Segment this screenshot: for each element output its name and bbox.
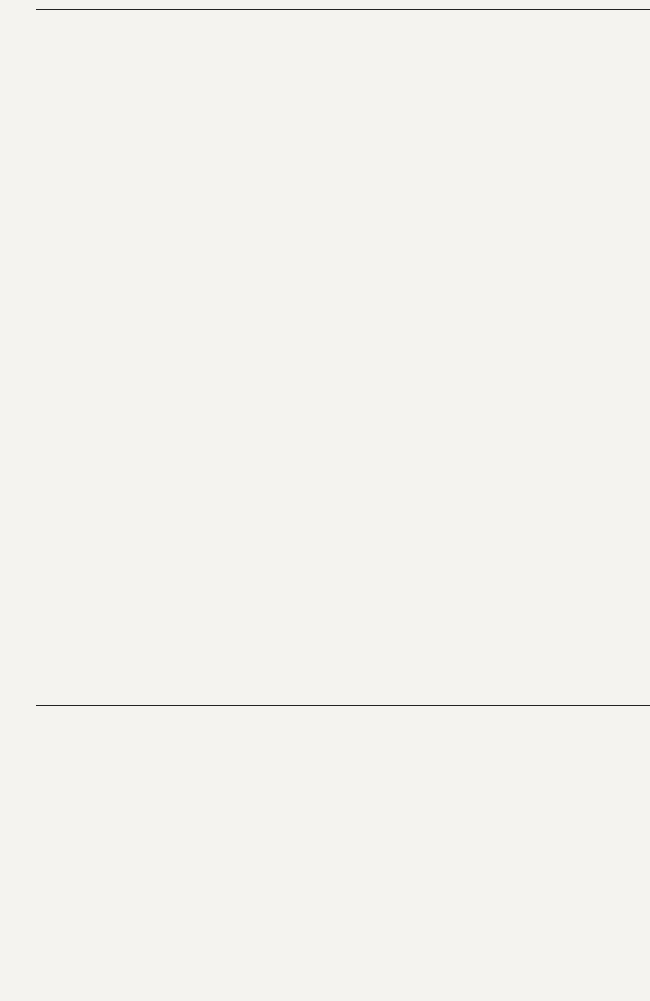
header-rule	[36, 9, 650, 10]
day-shift-rule	[36, 705, 650, 706]
